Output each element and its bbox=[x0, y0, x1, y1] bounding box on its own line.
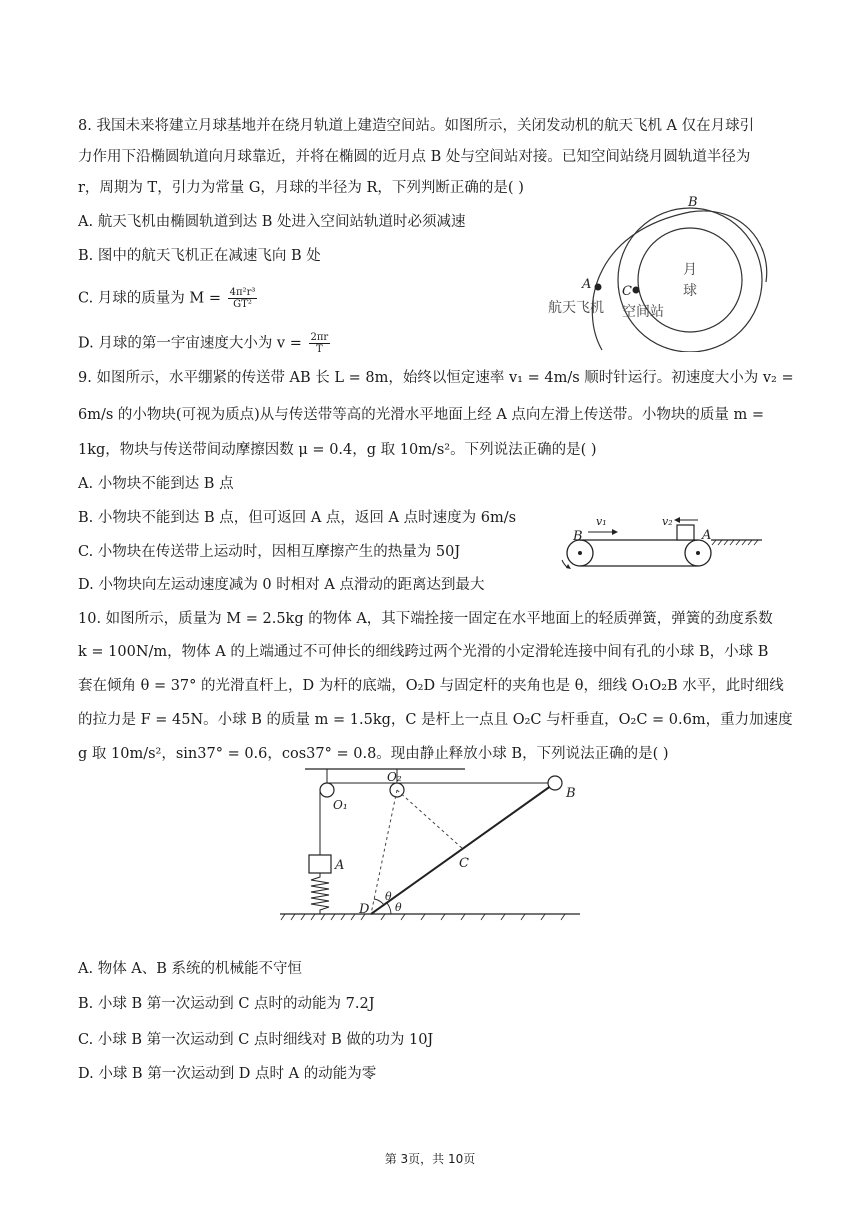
q8-option-d-numerator: 2πr bbox=[310, 332, 329, 343]
q8-option-d bbox=[78, 332, 332, 355]
q10-fig-label-c: C bbox=[459, 856, 469, 871]
q8-fig-label-shuttle: 航天飞机 bbox=[548, 300, 604, 316]
q8-option-d-denominator: T bbox=[316, 344, 323, 355]
q10-option-a: A. 物体 A、B 系统的机械能不守恒 bbox=[78, 961, 303, 977]
q8-stem-line-2: 力作用下沿椭圆轨道向月球靠近，并将在椭圆的近月点 B 处与空间站对接。已知空间站绕月圆轨道半径为 bbox=[78, 149, 751, 165]
q10-stem-line-2: k = 100N/m，物体 A 的上端通过不可伸长的细线跨过两个光滑的小定滑轮连接中间有孔的小球 B，小球 B bbox=[78, 644, 769, 660]
q8-option-a: A. 航天飞机由椭圆轨道到达 B 处进入空间站轨道时必须减速 bbox=[78, 214, 466, 230]
q8-orbit-figure bbox=[540, 192, 780, 352]
q9-option-b: B. 小物块不能到达 B 点，但可返回 A 点，返回 A 点时速度为 6m/s bbox=[78, 510, 517, 526]
q9-option-c: C. 小物块在传送带上运动时，因相互摩擦产生的热量为 50J bbox=[78, 544, 461, 560]
q10-option-c: C. 小球 B 第一次运动到 C 点时细线对 B 做的功为 10J bbox=[78, 1032, 434, 1048]
q10-stem-line-3: 套在倾角 θ = 37° 的光滑直杆上，D 为杆的底端，O₂D 与固定杆的夹角也是 θ，细线 O₁O₂B 水平，此时细线 bbox=[78, 678, 784, 694]
q8-option-c-text: C. 月球的质量为 M = bbox=[78, 290, 226, 307]
q8-fig-label-c: C bbox=[622, 284, 632, 299]
q8-option-d-text: D. 月球的第一宇宙速度大小为 v = bbox=[78, 335, 307, 352]
q8-stem-line-1: 8. 我国未来将建立月球基地并在绕月轨道上建造空间站。如图所示，关闭发动机的航天飞机 A 仅在月球引 bbox=[78, 118, 755, 134]
q10-option-b: B. 小球 B 第一次运动到 C 点时的动能为 7.2J bbox=[78, 996, 375, 1012]
q10-stem-line-5: g 取 10m/s²，sin37° = 0.6，cos37° = 0.8。现由静止释放小球 B，下列说法正确的是( ) bbox=[78, 746, 669, 762]
q8-fig-label-moon-2: 球 bbox=[683, 283, 697, 299]
q10-fig-label-o2: O₂ bbox=[387, 770, 402, 784]
q9-stem-line-1: 9. 如图所示，水平绷紧的传送带 AB 长 L = 8m，始终以恒定速率 v₁ = 4m/s 顺时针运行。初速度大小为 v₂ = bbox=[78, 370, 794, 386]
q10-pulley-figure bbox=[275, 763, 605, 928]
q10-option-d: D. 小球 B 第一次运动到 D 点时 A 的动能为零 bbox=[78, 1066, 377, 1082]
station-orbit bbox=[618, 208, 762, 352]
q8-option-b: B. 图中的航天飞机正在减速飞向 B 处 bbox=[78, 248, 321, 264]
q10-stem-line-4: 的拉力是 F = 45N。小球 B 的质量 m = 1.5kg，C 是杆上一点且 O₂C 与杆垂直，O₂C = 0.6m，重力加速度 bbox=[78, 712, 793, 728]
q9-conveyor-figure bbox=[540, 508, 770, 572]
q9-fig-label-v2: v₂ bbox=[662, 515, 673, 528]
station-dot bbox=[633, 287, 640, 294]
q8-option-c-denominator: GT² bbox=[233, 299, 252, 310]
q9-stem-line-2: 6m/s 的小物块(可视为质点)从与传送带等高的光滑水平地面上经 A 点向左滑上传送带。小物块的质量 m = bbox=[78, 407, 765, 423]
ball-b bbox=[548, 776, 562, 790]
q10-fig-label-theta-2: θ bbox=[395, 901, 402, 914]
q9-option-a: A. 小物块不能到达 B 点 bbox=[78, 476, 234, 492]
spring bbox=[311, 873, 329, 914]
q10-fig-label-o1: O₁ bbox=[333, 798, 348, 812]
q8-option-c-numerator: 4π²r³ bbox=[229, 287, 256, 298]
q8-fig-label-station: 空间站 bbox=[622, 304, 664, 320]
q9-fig-label-v1: v₁ bbox=[596, 515, 607, 528]
q10-fig-label-a: A bbox=[335, 858, 345, 873]
q8-option-c-fraction bbox=[228, 287, 258, 310]
q9-option-d: D. 小物块向左运动速度减为 0 时相对 A 点滑动的距离达到最大 bbox=[78, 577, 485, 593]
q8-fig-label-moon-1: 月 bbox=[683, 262, 697, 278]
angle-arc-dashed bbox=[374, 899, 384, 905]
shuttle-dot bbox=[595, 284, 602, 291]
q8-fig-label-b: B bbox=[688, 195, 698, 210]
block-a bbox=[309, 855, 331, 873]
inclined-rod bbox=[371, 783, 555, 914]
q9-fig-label-b: B bbox=[573, 529, 583, 544]
q10-fig-label-d: D bbox=[359, 902, 370, 917]
q8-option-d-fraction bbox=[309, 332, 331, 355]
q8-fig-label-a: A bbox=[582, 277, 592, 292]
block bbox=[677, 525, 694, 540]
angle-arc-rod bbox=[387, 903, 391, 914]
q10-fig-label-b: B bbox=[566, 786, 576, 801]
dashed-o2-c bbox=[397, 790, 463, 849]
q10-stem-line-1: 10. 如图所示，质量为 M = 2.5kg 的物体 A，其下端拴接一固定在水平地面上的轻质弹簧，弹簧的劲度系数 bbox=[78, 611, 773, 627]
q8-option-c bbox=[78, 287, 259, 310]
q10-fig-label-theta-1: θ bbox=[385, 890, 392, 903]
q9-stem-line-3: 1kg，物块与传送带间动摩擦因数 μ = 0.4，g 取 10m/s²。下列说法正确的是( ) bbox=[78, 442, 597, 458]
page-footer: 第 3页，共 10页 bbox=[384, 1152, 476, 1166]
q8-stem-line-3: r，周期为 T，引力为常量 G，月球的半径为 R，下列判断正确的是( ) bbox=[78, 180, 524, 196]
pulley-o1 bbox=[320, 783, 334, 797]
q9-fig-label-a: A bbox=[702, 528, 712, 543]
dashed-o2-d bbox=[371, 790, 397, 914]
